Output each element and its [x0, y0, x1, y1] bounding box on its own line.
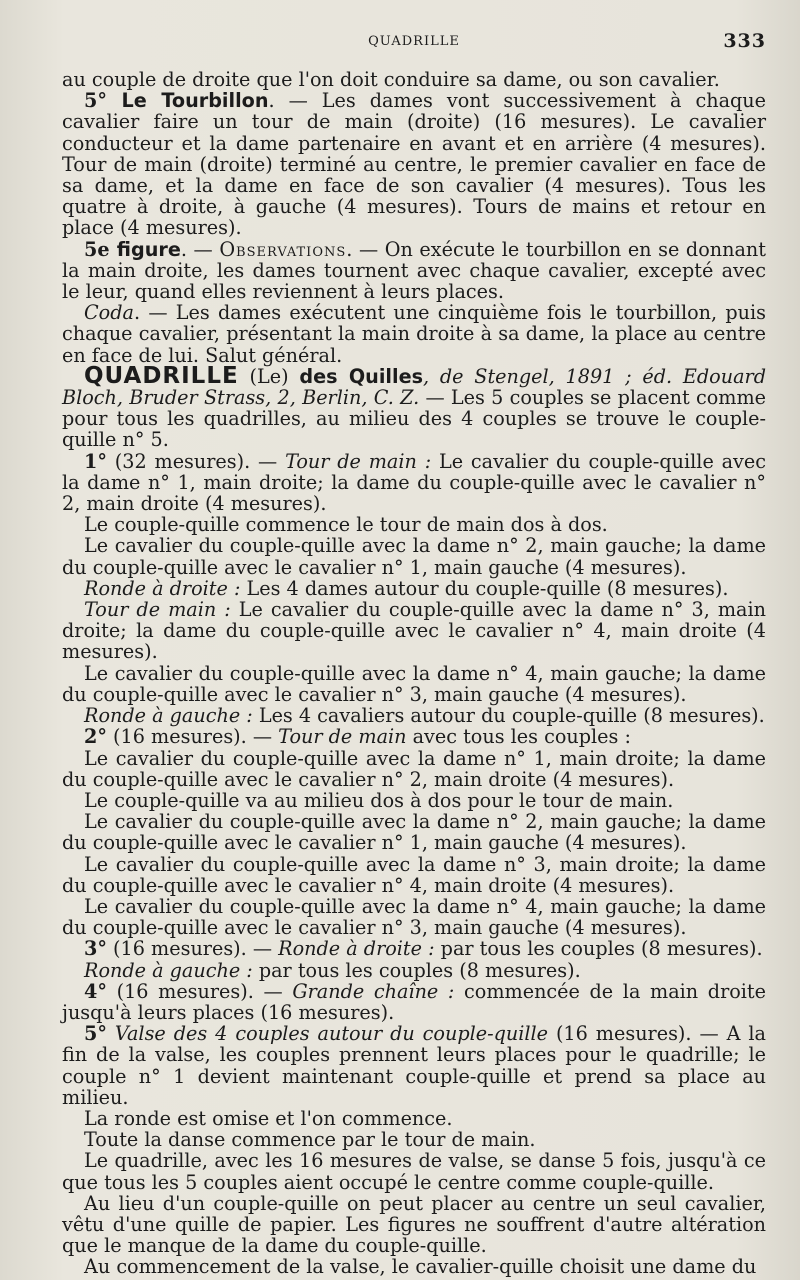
entry-title: QUADRILLE	[84, 362, 239, 389]
paragraph	[62, 578, 766, 599]
paragraph: La ronde est omise et l'on commence.	[84, 1106, 453, 1130]
paragraph: Le cavalier du couple-quille avec la dame n° 4, main gauche; la dame du couple-quille avec le cavalier n° 3, main gauche (4 mesures).	[62, 661, 766, 706]
text-run: (16 mesures). — A la fin de la valse, les couples prennent leurs places pour le quadrille; le couple n° 1 devient maintenant couple-quille et prend sa place au milieu.	[62, 1022, 766, 1109]
section-number: 5e	[84, 237, 117, 261]
paragraph: Au commencement de la valse, le cavalier-quille choisit une dame du	[84, 1255, 757, 1279]
paragraph-tourbillon	[62, 90, 766, 238]
paragraph	[62, 960, 766, 981]
part-number: 4°	[84, 979, 107, 1003]
paragraph: Le couple-quille va au milieu dos à dos pour le tour de main.	[84, 788, 674, 812]
paragraph: Toute la danse commence par le tour de main.	[84, 1128, 536, 1152]
text-run: Les 4 cavaliers autour du couple-quille (8 mesures).	[252, 704, 765, 728]
text-run: (Le)	[238, 364, 300, 388]
figure-label: Ronde à gauche :	[84, 704, 253, 728]
part-number: 5°	[84, 1022, 107, 1046]
running-title: QUADRILLE	[368, 34, 460, 49]
text-run: (16 mesures). —	[106, 937, 279, 961]
text-run: Le cavalier du couple-quille avec la dame n° 1, main droite; la dame du couple-quille avec le cavalier n° 2, main droite (4 mesures).	[62, 449, 767, 516]
text-run: (16 mesures). —	[106, 979, 293, 1003]
figure-label: Ronde à gauche :	[84, 958, 253, 982]
paragraph-part-4	[62, 981, 766, 1023]
text-run: . —	[180, 237, 220, 261]
observations-label: Observations	[219, 237, 347, 261]
paragraph-part-3	[62, 938, 766, 959]
paragraph: Le cavalier du couple-quille avec la dame n° 3, main droite; la dame du couple-quille avec le cavalier n° 4, main droite (4 mesures).	[62, 852, 766, 897]
paragraph: Le cavalier du couple-quille avec la dame n° 4, main gauche; la dame du couple-quille avec le cavalier n° 3, main gauche (4 mesures).	[62, 894, 766, 940]
section-number: 5°	[84, 89, 122, 113]
paragraph	[62, 705, 766, 726]
text-run: (16 mesures). —	[106, 725, 279, 749]
figure-label: Tour de main :	[285, 449, 432, 473]
figure-label: Tour de main :	[84, 598, 231, 622]
text-run: Le cavalier du couple-quille avec la dame n° 3, main droite; la dame du couple-quille avec le cavalier n° 4, main droite (4 mesures).	[62, 598, 766, 664]
entry-source: , de Stengel, 1891 ; éd. Edouard Bloch, Bruder Strass, 2, Berlin, C. Z.	[62, 364, 766, 410]
entry-name: des Quilles	[299, 364, 424, 388]
text-run: avec tous les couples :	[406, 725, 631, 749]
text-run: par tous les couples (8 mesures).	[252, 958, 581, 982]
text-run: . — Les dames exécutent une cinquième fois le tourbillon, puis chaque cavalier, présentant la main droite à sa dame, la place au centre en face de lui. Salut général.	[62, 301, 766, 367]
section-title: Le Tourbillon	[121, 89, 269, 113]
text-run: — Les 5 couples se placent comme pour tous les quadrilles, au milieu des 4 couples se trouve le couple-quille n° 5.	[62, 386, 766, 452]
running-head	[62, 30, 766, 54]
paragraph: Le cavalier du couple-quille avec la dame n° 1, main droite; la dame du couple-quille avec le cavalier n° 2, main droite (4 mesures).	[62, 746, 766, 791]
paragraph-quadrille-des-quilles	[62, 362, 766, 452]
paragraph: Le couple-quille commence le tour de main dos à dos.	[84, 513, 608, 537]
paragraph: Au lieu d'un couple-quille on peut placer au centre un seul cavalier, vêtu d'une quille de papier. Les figures ne souffrent d'autre altération que le manque de la dame du couple-quille.	[62, 1191, 766, 1258]
text-run: . — Les dames vont successivement à chaque cavalier faire un tour de main (droite) (16 mesures). Le cavalier conducteur et la dame partenaire en avant et en arrière (4 mesures). Tour de main (droite) terminé au centre, le premier cavalier en face de sa dame, et la dame en face de son cavalier (4 mesures). Tous les quatre à droite, à gauche (4 mesures). Tours de mains et retour en place (4 mesures).	[62, 89, 766, 240]
paragraph-figure-5	[62, 239, 766, 303]
part-number: 2°	[84, 725, 107, 749]
text-run: commencée de la main droite jusqu'à leurs places (16 mesures).	[62, 979, 766, 1024]
figure-label: Grande chaîne :	[292, 979, 455, 1003]
figure-label: Ronde à droite :	[278, 937, 435, 961]
coda-label: Coda	[84, 301, 134, 325]
paragraph-part-2	[62, 726, 766, 747]
paragraph-part-1	[62, 451, 766, 515]
text-run: Les 4 dames autour du couple-quille (8 mesures).	[240, 576, 729, 600]
paragraph: Le cavalier du couple-quille avec la dame n° 2, main gauche; la dame du couple-quille avec le cavalier n° 1, main gauche (4 mesures).	[62, 534, 766, 579]
part-number: 3°	[84, 937, 107, 961]
paragraph-coda	[62, 302, 766, 366]
figure-label: Valse des 4 couples autour du couple-quille	[106, 1022, 548, 1046]
paragraph: Le cavalier du couple-quille avec la dame n° 2, main gauche; la dame du couple-quille avec le cavalier n° 1, main gauche (4 mesures).	[62, 810, 766, 855]
paragraph	[62, 599, 766, 663]
paragraph	[62, 69, 766, 90]
part-number: 1°	[84, 449, 107, 473]
section-title: figure	[116, 237, 181, 261]
page-number: 333	[723, 30, 766, 52]
figure-label: Tour de main	[278, 725, 407, 749]
text-run: (32 mesures). —	[106, 449, 286, 473]
paragraph: Le quadrille, avec les 16 mesures de valse, se danse 5 fois, jusqu'à ce que tous les 5 couples aient occupé le centre comme couple-quille.	[62, 1149, 766, 1194]
text-run: . — On exécute le tourbillon en se donnant la main droite, les dames tournent avec chaque cavalier, excepté avec le leur, quand elles reviennent à leurs places.	[62, 237, 766, 304]
text-run: par tous les couples (8 mesures).	[434, 937, 763, 961]
text-run: au couple de droite que l'on doit conduire sa dame, ou son cavalier.	[62, 68, 720, 91]
paragraph-part-5	[62, 1023, 766, 1108]
page-text	[62, 69, 766, 1278]
figure-label: Ronde à droite :	[84, 576, 241, 600]
